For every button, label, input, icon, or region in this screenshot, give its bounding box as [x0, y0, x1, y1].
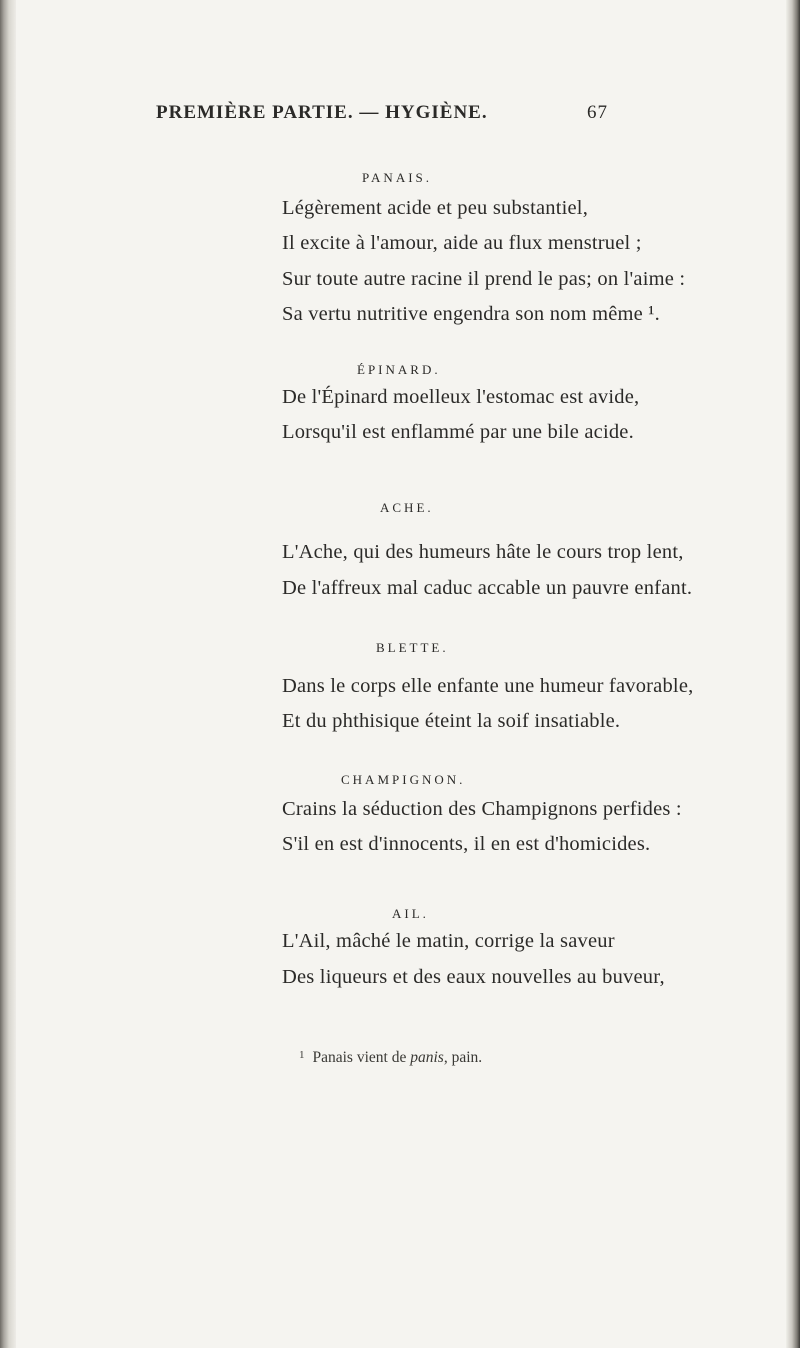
footnote — [299, 1049, 482, 1067]
running-head: PREMIÈRE PARTIE. — HYGIÈNE. — [156, 102, 488, 123]
verse-line: S'il en est d'innocents, il en est d'homicides. — [282, 833, 651, 855]
verse-line: Il excite à l'amour, aide au flux menstruel ; — [282, 232, 642, 254]
section-title-epinard: ÉPINARD. — [357, 362, 441, 377]
verse-line: Et du phthisique éteint la soif insatiable. — [282, 710, 621, 732]
section-title-champignon: CHAMPIGNON. — [341, 772, 466, 787]
verse-line: Sa vertu nutritive engendra son nom même ¹. — [282, 303, 660, 325]
footnote-word: panis — [410, 1049, 444, 1066]
verse-line: De l'Épinard moelleux l'estomac est avide, — [282, 386, 640, 408]
section-title-ail: AIL. — [392, 906, 429, 921]
section-title-ache: ACHE. — [380, 500, 434, 515]
binding-edge-right — [786, 0, 800, 1348]
verse-line: L'Ache, qui des humeurs hâte le cours trop lent, — [282, 541, 684, 563]
verse-line: De l'affreux mal caduc accable un pauvre enfant. — [282, 577, 693, 599]
section-title-blette: BLETTE. — [376, 640, 449, 655]
verse-line: Dans le corps elle enfante une humeur favorable, — [282, 675, 694, 697]
verse-line: Légèrement acide et peu substantiel, — [282, 197, 589, 219]
binding-edge-left — [0, 0, 16, 1348]
section-title-panais: PANAIS. — [362, 170, 433, 185]
footnote-text-after: , pain. — [443, 1049, 483, 1066]
verse-line: Lorsqu'il est enflammé par une bile acide. — [282, 421, 634, 443]
verse-line: L'Ail, mâché le matin, corrige la saveur — [282, 930, 615, 952]
footnote-number: 1 — [299, 1049, 305, 1061]
page-number: 67 — [587, 102, 608, 123]
verse-line: Sur toute autre racine il prend le pas; on l'aime : — [282, 268, 686, 290]
footnote-text-before: Panais vient de — [312, 1049, 407, 1066]
verse-line: Des liqueurs et des eaux nouvelles au buveur, — [282, 966, 665, 988]
verse-line: Crains la séduction des Champignons perfides : — [282, 798, 682, 820]
